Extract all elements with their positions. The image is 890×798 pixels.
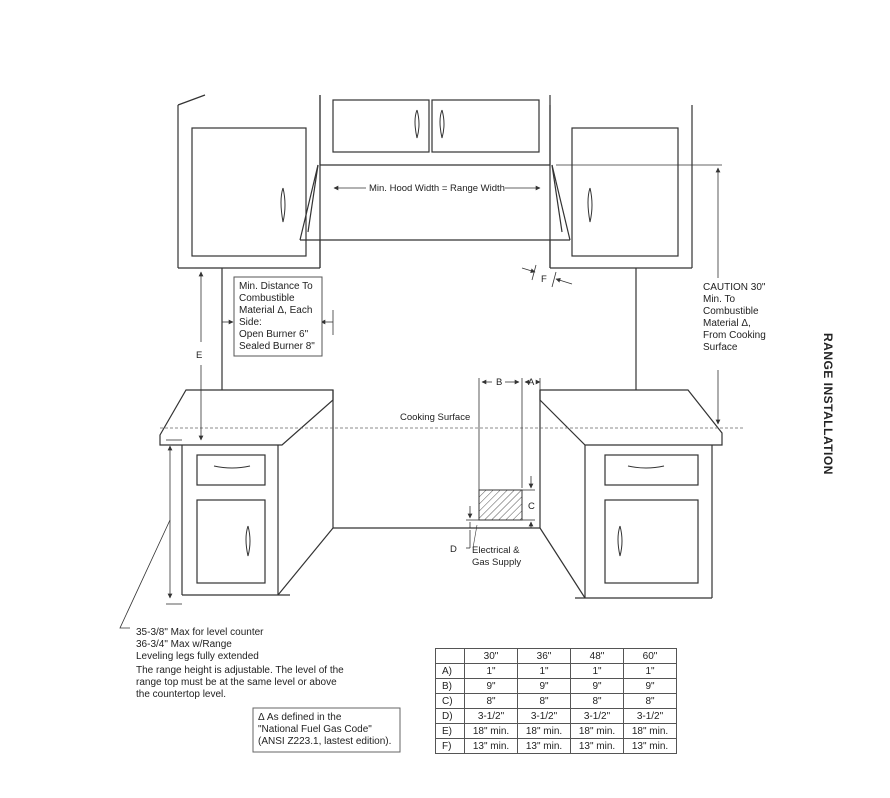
table-header-row (436, 649, 677, 664)
table-cell: 9" (624, 679, 677, 694)
svg-text:range top must be at the same: range top must be at the same level or above (136, 677, 337, 688)
table-cell: 18" min. (465, 724, 518, 739)
counter-notes (136, 627, 344, 700)
table-cell: 9" (518, 679, 571, 694)
cooking-surface-label: Cooking Surface (400, 412, 471, 423)
table-cell: 13" min. (571, 739, 624, 754)
upper-right-cabinet (550, 105, 692, 268)
table-row-label: D) (436, 709, 465, 724)
table-cell: 1" (518, 664, 571, 679)
table-row-label: C) (436, 694, 465, 709)
electrical-label: Electrical & (472, 545, 520, 556)
hood-width-label: Min. Hood Width = Range Width (369, 183, 505, 194)
table-cell: 3-1/2" (571, 709, 624, 724)
svg-text:The range height is adjustable: The range height is adjustable. The level of the (136, 665, 344, 676)
table-cell: 13" min. (518, 739, 571, 754)
upper-left-cabinet (178, 95, 320, 268)
svg-text:Combustible: Combustible (239, 293, 295, 304)
dim-d-label: D (450, 544, 457, 555)
svg-text:Combustible: Combustible (703, 306, 759, 317)
table-row-label: F) (436, 739, 465, 754)
gas-supply-label: Gas Supply (472, 557, 522, 568)
table-row (436, 679, 677, 694)
table-cell: 8" (518, 694, 571, 709)
svg-text:Material Δ, Each: Material Δ, Each (239, 305, 313, 316)
svg-text:Min. Distance To: Min. Distance To (239, 281, 313, 292)
svg-text:Sealed Burner 8": Sealed Burner 8" (239, 341, 315, 352)
dimension-table (435, 648, 677, 754)
svg-text:Open Burner 6": Open Burner 6" (239, 329, 309, 340)
table-cell: 18" min. (518, 724, 571, 739)
table-cell: 18" min. (624, 724, 677, 739)
range-hood (300, 165, 570, 268)
svg-text:Material Δ,: Material Δ, (703, 318, 751, 329)
table-column-header: 30" (465, 649, 518, 664)
table-cell: 3-1/2" (465, 709, 518, 724)
svg-text:Leveling legs fully extended: Leveling legs fully extended (136, 651, 259, 662)
counter-height-dimension (120, 440, 182, 628)
dim-a-label: A (528, 377, 535, 388)
table-cell: 1" (624, 664, 677, 679)
table-cell: 8" (571, 694, 624, 709)
table-row (436, 724, 677, 739)
svg-text:Min. To: Min. To (703, 294, 736, 305)
dimension-d (333, 506, 479, 548)
table-row (436, 694, 677, 709)
svg-text:the countertop level.: the countertop level. (136, 689, 227, 700)
table-column-header: 48" (571, 649, 624, 664)
table-cell: 13" min. (465, 739, 518, 754)
table-cell: 3-1/2" (518, 709, 571, 724)
dim-f-label: F (541, 274, 547, 285)
table-row-label: E) (436, 724, 465, 739)
svg-text:(ANSI Z223.1, lastest edition): (ANSI Z223.1, lastest edition). (258, 736, 392, 747)
table-row (436, 739, 677, 754)
svg-text:"National Fuel Gas Code": "National Fuel Gas Code" (258, 724, 372, 735)
dim-e-label: E (196, 350, 203, 361)
table-column-header: 60" (624, 649, 677, 664)
svg-text:Surface: Surface (703, 342, 738, 353)
electrical-gas-supply-area (479, 490, 522, 520)
table-cell: 9" (465, 679, 518, 694)
left-base-cabinet (160, 390, 333, 595)
svg-text:Δ As defined in the: Δ As defined in the (258, 712, 342, 723)
svg-text:35-3/8" Max for level counter: 35-3/8" Max for level counter (136, 627, 264, 638)
table-corner (436, 649, 465, 664)
right-base-cabinet (540, 390, 722, 598)
center-upper-cabinet (320, 95, 550, 165)
table-cell: 8" (624, 694, 677, 709)
min-distance-note (234, 277, 322, 356)
dim-b-label: B (496, 377, 503, 388)
svg-text:From Cooking: From Cooking (703, 330, 766, 341)
table-cell: 8" (465, 694, 518, 709)
table-cell: 3-1/2" (624, 709, 677, 724)
caution-note (703, 282, 766, 353)
table-row-label: A) (436, 664, 465, 679)
table-column-header: 36" (518, 649, 571, 664)
table-cell: 13" min. (624, 739, 677, 754)
svg-text:Side:: Side: (239, 317, 262, 328)
caution-dimension (556, 165, 722, 424)
diagram-title: RANGE INSTALLATION (821, 333, 835, 475)
table-cell: 1" (465, 664, 518, 679)
table-row (436, 664, 677, 679)
table-cell: 1" (571, 664, 624, 679)
svg-text:36-3/4" Max w/Range: 36-3/4" Max w/Range (136, 639, 232, 650)
table-cell: 9" (571, 679, 624, 694)
table-row (436, 709, 677, 724)
table-cell: 18" min. (571, 724, 624, 739)
table-row-label: B) (436, 679, 465, 694)
dim-c-label: C (528, 501, 535, 512)
gas-code-note (253, 708, 400, 752)
svg-text:CAUTION 30": CAUTION 30" (703, 282, 766, 293)
